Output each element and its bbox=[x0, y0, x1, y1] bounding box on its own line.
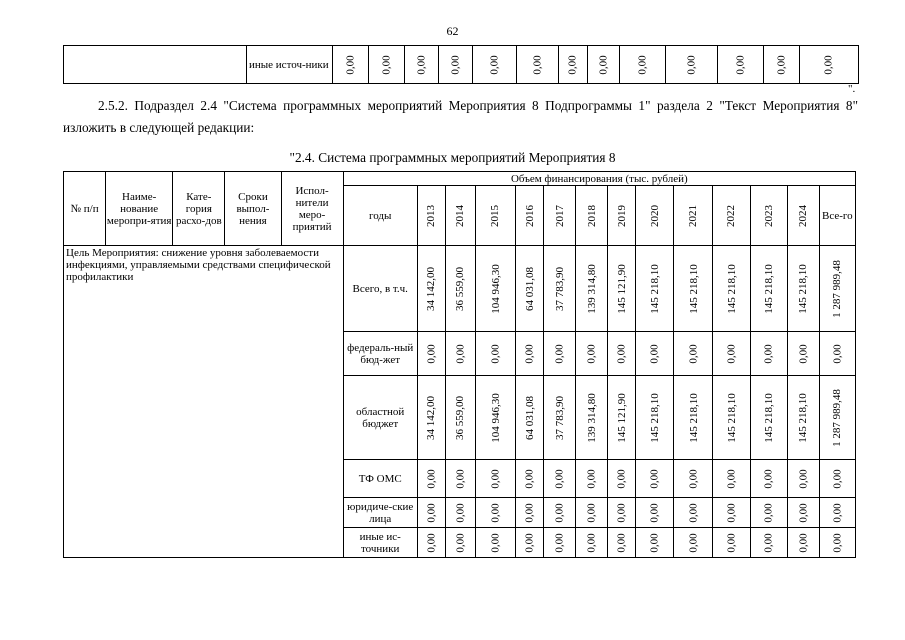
continuation-value-cell: 0,00 bbox=[369, 46, 405, 84]
funding-source-label: областной бюджет bbox=[343, 376, 417, 460]
year-header-cell: 2015 bbox=[475, 186, 515, 246]
funding-source-label: ТФ ОМС bbox=[343, 460, 417, 498]
value-cell: 0,00 bbox=[576, 528, 608, 558]
continuation-value-cell: 0,00 bbox=[439, 46, 473, 84]
value-cell: 0,00 bbox=[445, 498, 475, 528]
value-cell: 0,00 bbox=[787, 332, 819, 376]
table-row bbox=[64, 246, 856, 332]
continuation-table bbox=[63, 45, 859, 84]
continuation-value-cell: 0,00 bbox=[588, 46, 620, 84]
year-header-cell: 2020 bbox=[636, 186, 674, 246]
value-cell: 0,00 bbox=[787, 460, 819, 498]
value-cell: 145 218,10 bbox=[750, 246, 787, 332]
header-executors: Испол-нители меро-приятий bbox=[281, 172, 343, 246]
year-header-cell: 2014 bbox=[445, 186, 475, 246]
header-category: Кате-гория расхо-дов bbox=[173, 172, 225, 246]
value-cell: 145 218,10 bbox=[636, 246, 674, 332]
value-cell: 0,00 bbox=[713, 332, 750, 376]
value-cell: 0,00 bbox=[750, 460, 787, 498]
continuation-value-cell: 0,00 bbox=[405, 46, 439, 84]
continuation-value-cell: 0,00 bbox=[559, 46, 588, 84]
value-cell: 0,00 bbox=[516, 332, 544, 376]
value-cell: 0,00 bbox=[445, 528, 475, 558]
continuation-value-cell: 0,00 bbox=[517, 46, 559, 84]
value-cell: 145 218,10 bbox=[713, 246, 750, 332]
value-cell: 0,00 bbox=[713, 528, 750, 558]
year-header-cell: 2016 bbox=[516, 186, 544, 246]
value-cell: 0,00 bbox=[674, 332, 713, 376]
value-cell: 0,00 bbox=[417, 498, 445, 528]
value-cell: 145 218,10 bbox=[674, 246, 713, 332]
value-cell: 145 218,10 bbox=[713, 376, 750, 460]
value-cell: 0,00 bbox=[674, 460, 713, 498]
value-cell: 0,00 bbox=[544, 528, 576, 558]
value-cell: 64 031,08 bbox=[516, 246, 544, 332]
value-cell: 0,00 bbox=[475, 332, 515, 376]
value-cell: 104 946,30 bbox=[475, 246, 515, 332]
value-cell: 145 121,90 bbox=[608, 246, 636, 332]
value-cell: 0,00 bbox=[819, 460, 855, 498]
value-cell: 0,00 bbox=[636, 332, 674, 376]
goal-cell: Цель Мероприятия: снижение уровня заболеваемости инфекциями, управляемыми средствами специфической профилактики bbox=[64, 246, 344, 558]
continuation-value-cell: 0,00 bbox=[620, 46, 666, 84]
header-terms: Сроки выпол-нения bbox=[225, 172, 281, 246]
value-cell: 0,00 bbox=[544, 460, 576, 498]
page-number: 62 bbox=[446, 24, 459, 38]
value-cell: 34 142,00 bbox=[417, 376, 445, 460]
value-cell: 0,00 bbox=[819, 332, 855, 376]
value-cell: 139 314,80 bbox=[576, 376, 608, 460]
funding-source-label: юридиче-ские лица bbox=[343, 498, 417, 528]
value-cell: 0,00 bbox=[417, 460, 445, 498]
value-cell: 36 559,00 bbox=[445, 376, 475, 460]
continuation-empty-cell bbox=[64, 46, 247, 84]
value-cell: 0,00 bbox=[636, 498, 674, 528]
value-cell: 0,00 bbox=[445, 460, 475, 498]
year-header-cell: 2017 bbox=[544, 186, 576, 246]
value-cell: 0,00 bbox=[819, 528, 855, 558]
value-cell: 0,00 bbox=[445, 332, 475, 376]
value-cell: 0,00 bbox=[475, 498, 515, 528]
continuation-value-cell: 0,00 bbox=[666, 46, 718, 84]
value-cell: 145 218,10 bbox=[787, 376, 819, 460]
value-cell: 145 218,10 bbox=[674, 376, 713, 460]
value-cell: 0,00 bbox=[576, 332, 608, 376]
closing-quote: ". bbox=[848, 83, 856, 95]
year-header-cell: 2021 bbox=[674, 186, 713, 246]
header-num: № п/п bbox=[64, 172, 106, 246]
year-header-cell: 2023 bbox=[750, 186, 787, 246]
value-cell: 0,00 bbox=[713, 460, 750, 498]
continuation-value-cell: 0,00 bbox=[333, 46, 369, 84]
value-cell: 145 121,90 bbox=[608, 376, 636, 460]
amendment-paragraph bbox=[63, 95, 858, 139]
value-cell: 0,00 bbox=[636, 460, 674, 498]
value-cell: 0,00 bbox=[417, 528, 445, 558]
value-cell: 0,00 bbox=[674, 528, 713, 558]
value-cell: 0,00 bbox=[819, 498, 855, 528]
funding-source-label: федераль-ный бюд-жет bbox=[343, 332, 417, 376]
amendment-paragraph-text: 2.5.2. Подраздел 2.4 "Система программных мероприятий Мероприятия 8 Подпрограммы 1" раздела 2 "Текст Мероприятия 8" изложить в следующей редакции: bbox=[63, 98, 858, 135]
value-cell: 0,00 bbox=[608, 332, 636, 376]
value-cell: 0,00 bbox=[516, 460, 544, 498]
header-funding: Объем финансирования (тыс. рублей) bbox=[343, 172, 855, 186]
value-cell: 0,00 bbox=[608, 460, 636, 498]
value-cell: 0,00 bbox=[417, 332, 445, 376]
value-cell: 34 142,00 bbox=[417, 246, 445, 332]
value-cell: 0,00 bbox=[544, 498, 576, 528]
funding-source-label: Всего, в т.ч. bbox=[343, 246, 417, 332]
value-cell: 0,00 bbox=[713, 498, 750, 528]
year-header-cell: 2022 bbox=[713, 186, 750, 246]
value-cell: 104 946,30 bbox=[475, 376, 515, 460]
value-cell: 0,00 bbox=[608, 528, 636, 558]
value-cell: 0,00 bbox=[787, 498, 819, 528]
value-cell: 0,00 bbox=[636, 528, 674, 558]
continuation-row-label: иные источ-ники bbox=[247, 46, 333, 84]
continuation-row bbox=[64, 46, 859, 84]
value-cell: 37 783,90 bbox=[544, 246, 576, 332]
value-cell: 0,00 bbox=[576, 460, 608, 498]
value-cell: 0,00 bbox=[516, 498, 544, 528]
program-measures-table bbox=[63, 171, 856, 558]
value-cell: 36 559,00 bbox=[445, 246, 475, 332]
value-cell: 0,00 bbox=[750, 528, 787, 558]
value-cell: 0,00 bbox=[475, 460, 515, 498]
value-cell: 145 218,10 bbox=[636, 376, 674, 460]
value-cell: 64 031,08 bbox=[516, 376, 544, 460]
value-cell: 0,00 bbox=[750, 332, 787, 376]
value-cell: 0,00 bbox=[516, 528, 544, 558]
value-cell: 0,00 bbox=[576, 498, 608, 528]
continuation-value-cell: 0,00 bbox=[473, 46, 517, 84]
table-title: "2.4. Система программных мероприятий Мероприятия 8 bbox=[289, 150, 616, 165]
continuation-value-cell: 0,00 bbox=[800, 46, 859, 84]
value-cell: 0,00 bbox=[475, 528, 515, 558]
value-cell: 1 287 989,48 bbox=[819, 246, 855, 332]
year-header-cell: 2024 bbox=[787, 186, 819, 246]
value-cell: 145 218,10 bbox=[750, 376, 787, 460]
value-cell: 139 314,80 bbox=[576, 246, 608, 332]
value-cell: 0,00 bbox=[674, 498, 713, 528]
value-cell: 0,00 bbox=[787, 528, 819, 558]
funding-source-label: иные ис-точники bbox=[343, 528, 417, 558]
year-header-cell: 2018 bbox=[576, 186, 608, 246]
value-cell: 37 783,90 bbox=[544, 376, 576, 460]
header-years-label: годы bbox=[343, 186, 417, 246]
header-total: Все-го bbox=[819, 186, 855, 246]
year-header-cell: 2013 bbox=[417, 186, 445, 246]
value-cell: 0,00 bbox=[608, 498, 636, 528]
value-cell: 145 218,10 bbox=[787, 246, 819, 332]
value-cell: 0,00 bbox=[750, 498, 787, 528]
header-name: Наиме-нование меропри-ятия bbox=[106, 172, 173, 246]
value-cell: 0,00 bbox=[544, 332, 576, 376]
continuation-value-cell: 0,00 bbox=[718, 46, 764, 84]
year-header-cell: 2019 bbox=[608, 186, 636, 246]
value-cell: 1 287 989,48 bbox=[819, 376, 855, 460]
continuation-value-cell: 0,00 bbox=[764, 46, 800, 84]
